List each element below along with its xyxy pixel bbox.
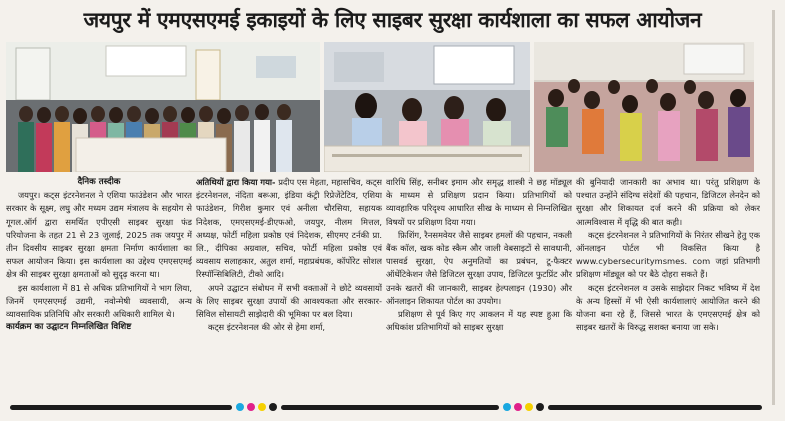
paragraph: वारिधि सिंह, सनीबर इमाम और समृद्ध शास्त्री ने छह मॉड्यूल के माध्यम से प्रशिक्षण प्रदान किया। प्रतिभागियों को व्यावहारिक परिदृश्य आधारित सीख के माध्यम से निम्नलिखित विषयों पर प्रशिक्षण दिया गया।	[386, 177, 572, 227]
paragraph: प्रशिक्षण से पूर्व किए गए आकलन में यह स्पष्ट हुआ कि अधिकांश प्रतिभागियों को साइबर सुरक्षा	[386, 309, 572, 333]
paragraph: कट्स इंटरनेशनल व उसके साझेदार निकट भविष्य में देश के अन्य हिस्सों में भी ऐसी कार्यशालाएं आयोजित करने की योजना बना रहे हैं, जिससे भारत के एमएसएमई क्षेत्र को साइबर खतरों के विरुद्ध सशक्त बनाया जा सके।	[576, 282, 760, 333]
footer-dot-magenta	[247, 403, 255, 411]
side-rule	[772, 10, 775, 405]
paragraph: फ़िशिंग, रैनसमवेयर जैसे साइबर हमलों की पहचान, नकली बैंक कॉल, खक कोड स्कैम और जाली वेबसाइटों से सावधानी, पासवर्ड सुरक्षा, ऐप अनुमतियों का प्रबंधन, टू-फैक्टर ऑथेंटिकेशन जैसे डिजिटल सुरक्षा उपाय, डिजिटल फुटप्रिंट और उनके खतरों की जानकारी, साइबर हेल्पलाइन (1930) और ऑनलाइन शिकायत पोर्टल का उपयोग।	[386, 229, 572, 306]
paragraph-text: प्रदीप एस मेहता, महासचिव, कट्स इंटरनेशनल, नंदिता बरूआ, इंडिया कंट्री रिप्रेजेंटेटिव, एशिया फाउंडेशन, गिरीश कुमार एवं अनीला चौरसिया, सहायक निदेशक, एमएसएमई-डीएफओ, जयपुर, नीलम मित्तल, अध्यक्ष, फोर्टी महिला प्रकोष्ठ एवं निदेशक, सीएमए टर्नकी प्रा. लि., दीपिका अग्रवाल, सचिव, फोर्टी महिला प्रकोष्ठ एवं व्यवसाय सलाहकार, अतुल शर्मा, महाप्रबंधक, कॉर्पोरेट सोशल रिस्पॉन्सिबिलिटी, टीको आदि।	[196, 177, 382, 280]
footer-dot-yellow	[258, 403, 266, 411]
article-column-4	[576, 176, 760, 398]
footer-bar	[548, 405, 762, 410]
footer-dot-yellow	[525, 403, 533, 411]
paragraph: अपने उद्घाटन संबोधन में सभी वक्ताओं ने छोटे व्यवसायों के लिए साइबर सुरक्षा उपायों की आवश्यकता और सरकार-सिविल सोसायटी साझेदारी की भूमिका पर बल दिया।	[196, 282, 382, 320]
group-photo-image	[6, 42, 320, 172]
lead-in: अतिथियों द्वारा किया गया-	[196, 177, 276, 187]
paragraph: जयपुर। कट्स इंटरनेशनल ने एशिया फाउंडेशन और भारत सरकार के सूक्ष्म, लघु और मध्यम उद्यम मंत्रालय के सहयोग से गूगल.ऑर्ग द्वारा समर्थित एपीएसी साइबर सुरक्षा फंड परियोजना के तहत 21 से 23 जुलाई, 2025 तक जयपुर में तीन दिवसीय साइबर सुरक्षा क्षमता निर्माण कार्यशाला का सफल आयोजन किया। इस कार्यशाला का उद्देश्य एमएसएमई क्षेत्र की साइबर सुरक्षा क्षमताओं को सुदृढ़ करना था।	[6, 190, 192, 280]
byline: दैनिक तस्दीक	[77, 177, 121, 187]
photo-group	[6, 42, 320, 172]
footer-dot-black	[536, 403, 544, 411]
paragraph: कट्स इंटरनेशनल की ओर से हेमा शर्मा,	[208, 322, 326, 333]
paragraph: इस कार्यशाला में 81 से अधिक प्रतिभागियों ने भाग लिया, जिनमें एमएसएमई उद्यमी, नवोन्मेषी व्यवसायी, अन्य व्यावसायिक प्रतिनिधि और सरकारी अधिकारी शामिल थे।	[6, 282, 192, 320]
paragraph-text: जहां प्रतिभागी प्रशिक्षण मॉड्यूल को पर बैठे दोहरा सकते हैं।	[576, 256, 760, 280]
headline: जयपुर में एमएसएमई इकाइयों के लिए साइबर सुरक्षा कार्यशाला का सफल आयोजन	[83, 7, 702, 32]
portal-url: www.cybersecuritymsmes. com	[576, 256, 711, 267]
panel-photo-image	[324, 42, 530, 172]
subheading: कार्यक्रम का उद्घाटन निम्नलिखित विशिष्ट	[6, 322, 132, 333]
footer-dot-magenta	[514, 403, 522, 411]
paragraph	[196, 176, 382, 282]
photo-audience	[534, 42, 754, 172]
footer-dot-cyan	[503, 403, 511, 411]
paragraph-text: कट्स इंटरनेशनल ने प्रतिभागियों के निरंतर सीखने हेतु एक ऑनलाइन पोर्टल भी विकसित किया है	[576, 229, 760, 254]
audience-photo-image	[534, 42, 754, 172]
footer-dot-cyan	[236, 403, 244, 411]
footer-bar	[10, 405, 232, 410]
footer-dot-black	[269, 403, 277, 411]
photo-panel	[324, 42, 530, 172]
paragraph	[576, 229, 760, 282]
paragraph: की बुनियादी जानकारी का अभाव था। परंतु प्रशिक्षण के पश्चात उन्होंने संदिग्ध संदेशों की पहचान, डिजिटल लेनदेन को सुरक्षा और शिकायत दर्ज करने की प्रक्रिया को लेकर आत्मविश्वास में वृद्धि की बात कही।	[576, 177, 760, 227]
article-column-2	[196, 176, 382, 398]
footer-bar	[281, 405, 499, 410]
article-column-3	[386, 176, 572, 398]
article-column-1	[6, 176, 192, 398]
footer-decoration	[6, 401, 766, 413]
